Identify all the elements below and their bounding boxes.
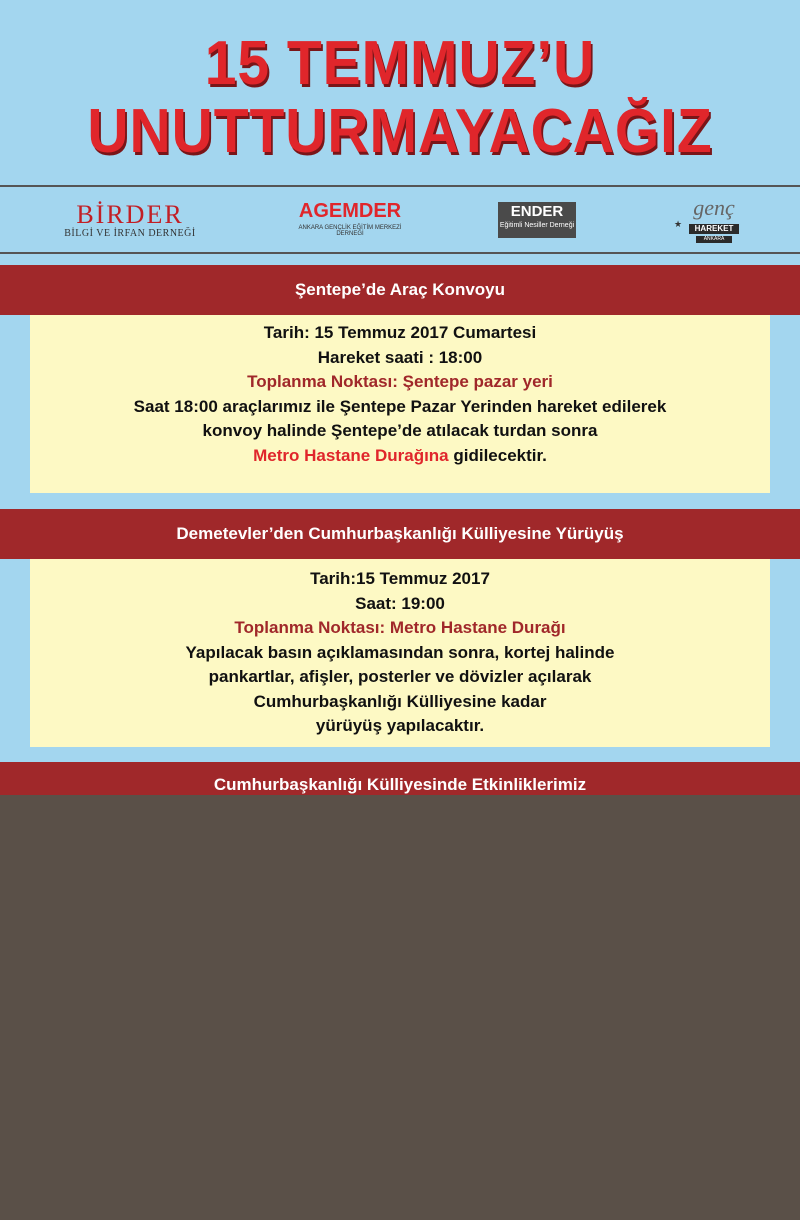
birder-logo: [55, 202, 205, 239]
title-line-2: UNUTTURMAYACAĞIZ: [87, 97, 713, 166]
event-2-description-3: Cumhurbaşkanlığı Külliyesine kadar: [253, 691, 547, 711]
birder-logo-name: BİRDER: [76, 200, 184, 229]
event-2-time: Saat: 19:00: [355, 593, 445, 613]
event-3-heading: Cumhurbaşkanlığı Külliyesinde Etkinliklerimiz: [0, 762, 800, 795]
genc-logo-name: genç: [693, 195, 735, 220]
agemder-logo-name: AGEMDER: [298, 200, 402, 222]
divider-bottom: [0, 252, 800, 254]
event-2-meeting-point: Toplanma Noktası: Metro Hastane Durağı: [234, 618, 566, 637]
event-1-time: Hareket saati : 18:00: [317, 347, 483, 367]
divider-top: [0, 185, 800, 187]
ender-logo-name: ENDER: [510, 203, 564, 220]
event-2-description-1: Yapılacak basın açıklamasından sonra, kortej halinde: [185, 642, 615, 662]
agemder-logo-sub: ANKARA GENÇLİK EĞİTİM MERKEZİ DERNEĞİ: [298, 225, 402, 237]
genc-logo-ankara: ANKARA: [696, 236, 732, 243]
event-2-heading: Demetevler’den Cumhurbaşkanlığı Külliyesine Yürüyüş: [0, 509, 800, 559]
event-2-date: Tarih:15 Temmuz 2017: [310, 569, 490, 588]
event-1-meeting-point: Toplanma Noktası: Şentepe pazar yeri: [247, 372, 553, 391]
ender-logo-sub: Eğitimli Nesiller Derneği: [499, 222, 575, 229]
sponsor-logos: [0, 190, 800, 250]
event-2-description-2: pankartlar, afişler, posterler ve dövizler açılarak: [208, 667, 592, 686]
event-1-date: Tarih: 15 Temmuz 2017 Cumartesi: [263, 323, 537, 342]
genc-logo-hareket: HAREKET: [689, 224, 740, 234]
event-2-details: [30, 559, 770, 747]
event-1-destination-suffix: gidilecektir.: [448, 445, 547, 465]
agemder-logo: [285, 200, 415, 237]
event-2-description-4: yürüyüş yapılacaktır.: [315, 716, 485, 735]
event-1-destination: Metro Hastane Durağına: [253, 445, 449, 465]
event-1-description-1: Saat 18:00 araçlarımız ile Şentepe Pazar Yerinden hareket edilerek: [133, 396, 667, 416]
event-1-details: [30, 315, 770, 493]
birder-logo-sub: BİLGİ VE İRFAN DERNEĞİ: [64, 228, 196, 239]
genc-hareket-logo: [672, 195, 756, 243]
poster-title: [0, 30, 800, 166]
event-1-heading: Şentepe’de Araç Konvoyu: [0, 265, 800, 315]
event-1-description-2: konvoy halinde Şentepe’de atılacak turdan sonra: [202, 421, 598, 440]
event-1-destination-line: [30, 444, 770, 469]
title-line-1: 15 TEMMUZ’U: [204, 29, 596, 98]
star-icon: ★: [674, 219, 683, 229]
ender-logo: [498, 202, 576, 238]
